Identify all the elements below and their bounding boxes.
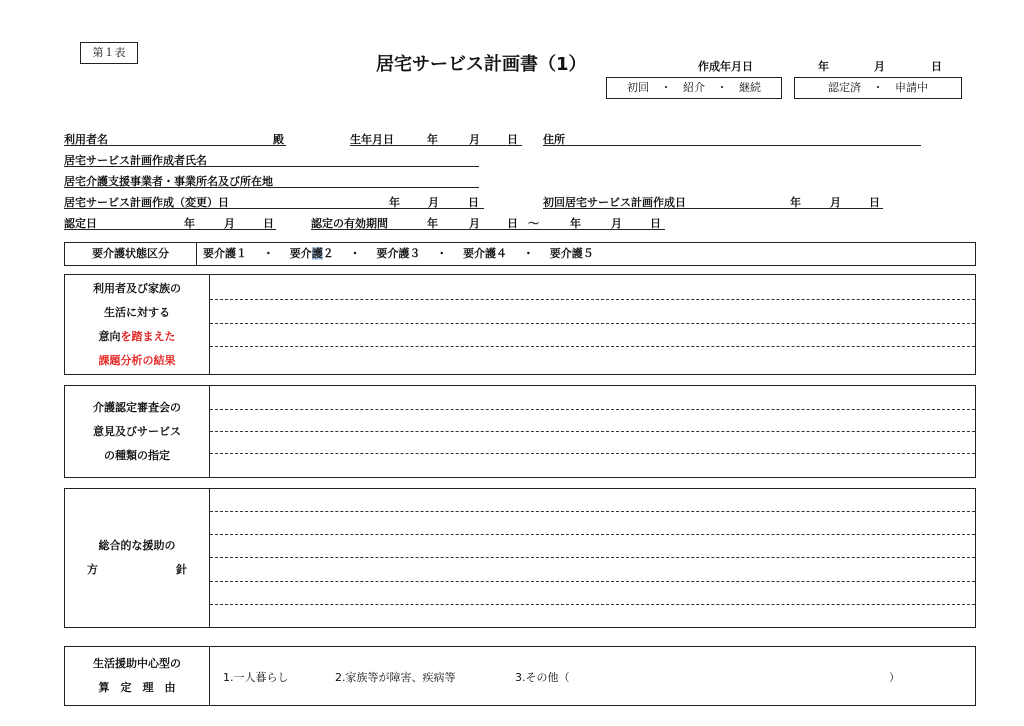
entry-line[interactable] bbox=[210, 299, 975, 300]
care-level-3[interactable]: 要介護３ bbox=[376, 247, 421, 260]
page-title: 居宅サービス計画書（1） bbox=[376, 54, 587, 75]
address-label: 住所 bbox=[543, 133, 565, 146]
reason-option-2[interactable]: 2.家族等が障害、疾病等 bbox=[335, 671, 456, 684]
office-label: 居宅介護支援事業者・事業所名及び所在地 bbox=[64, 175, 273, 188]
care-level-2[interactable]: 要介護２ bbox=[289, 247, 334, 260]
entry-line[interactable] bbox=[210, 581, 975, 582]
dono-label: 殿 bbox=[273, 133, 284, 146]
entry-line[interactable] bbox=[210, 511, 975, 512]
first-plan-date-underline bbox=[543, 208, 883, 209]
plan-date-underline bbox=[64, 208, 484, 209]
period-tilde: ～ bbox=[528, 217, 539, 230]
reason-option-3-close: ） bbox=[889, 671, 900, 684]
care-level-1[interactable]: 要介護１ bbox=[203, 247, 247, 260]
section-living-support-reason bbox=[64, 646, 976, 706]
form-number: 第１表 bbox=[92, 46, 126, 59]
section-committee-opinion-label: 介護認定審査会の 意見及びサービス の種類の指定 bbox=[65, 386, 210, 477]
birth-label: 生年月日 bbox=[350, 133, 394, 146]
entry-line[interactable] bbox=[210, 431, 975, 432]
status-applying: 申請中 bbox=[895, 81, 928, 94]
status-continue: 継続 bbox=[739, 81, 761, 94]
plan-date-label: 居宅サービス計画作成（変更）日 bbox=[64, 196, 229, 209]
reason-option-1[interactable]: 1.一人暮らし bbox=[223, 671, 289, 684]
form-number-box bbox=[80, 42, 138, 64]
created-date-label: 作成年月日 bbox=[698, 60, 753, 73]
text-selection-highlight: 護 bbox=[311, 247, 323, 260]
section-living-support-reason-label: 生活援助中心型の 算 定 理 由 bbox=[65, 647, 210, 705]
cert-date-label: 認定日 bbox=[64, 217, 97, 230]
created-month: 月 bbox=[874, 60, 885, 73]
entry-line[interactable] bbox=[210, 453, 975, 454]
section-issue-analysis bbox=[64, 274, 976, 375]
office-underline bbox=[64, 187, 479, 188]
status-initial: 初回 bbox=[627, 81, 649, 94]
consult-status-box: 初回 ・ 紹介 ・ 継続 bbox=[606, 77, 782, 99]
entry-line[interactable] bbox=[210, 346, 975, 347]
status-certified: 認定済 bbox=[828, 81, 861, 94]
care-level-5[interactable]: 要介護５ bbox=[549, 247, 594, 260]
section-support-policy-label: 総合的な援助の 方 針 bbox=[65, 489, 210, 627]
planner-underline bbox=[64, 166, 479, 167]
user-name-label: 利用者名 bbox=[64, 133, 108, 146]
entry-line[interactable] bbox=[210, 409, 975, 410]
care-level-label: 要介護状態区分 bbox=[65, 243, 197, 265]
created-day: 日 bbox=[931, 60, 942, 73]
care-level-options: 要介護１ ・ 要介護２ ・ 要介護３ ・ 要介護４ ・ 要介護５ bbox=[203, 247, 594, 260]
care-level-row bbox=[64, 242, 976, 266]
section-support-policy bbox=[64, 488, 976, 628]
planner-label: 居宅サービス計画作成者氏名 bbox=[64, 154, 207, 167]
address-underline bbox=[543, 145, 921, 146]
section-issue-analysis-label: 利用者及び家族の 生活に対する 意向を踏まえた 課題分析の結果 bbox=[65, 275, 210, 374]
valid-period-underline bbox=[311, 229, 665, 230]
entry-line[interactable] bbox=[210, 557, 975, 558]
created-year: 年 bbox=[818, 60, 829, 73]
birth-underline bbox=[350, 145, 522, 146]
section-committee-opinion bbox=[64, 385, 976, 478]
status-referral: 紹介 bbox=[683, 81, 705, 94]
entry-line[interactable] bbox=[210, 534, 975, 535]
reason-option-3[interactable]: 3.その他（ bbox=[515, 671, 570, 684]
entry-line[interactable] bbox=[210, 323, 975, 324]
cert-status-box: 認定済 ・ 申請中 bbox=[794, 77, 962, 99]
user-name-underline bbox=[64, 145, 286, 146]
first-plan-date-label: 初回居宅サービス計画作成日 bbox=[543, 196, 686, 209]
valid-period-label: 認定の有効期間 bbox=[311, 217, 388, 230]
care-level-4[interactable]: 要介護４ bbox=[463, 247, 508, 260]
entry-line[interactable] bbox=[210, 604, 975, 605]
cert-date-underline bbox=[64, 229, 276, 230]
